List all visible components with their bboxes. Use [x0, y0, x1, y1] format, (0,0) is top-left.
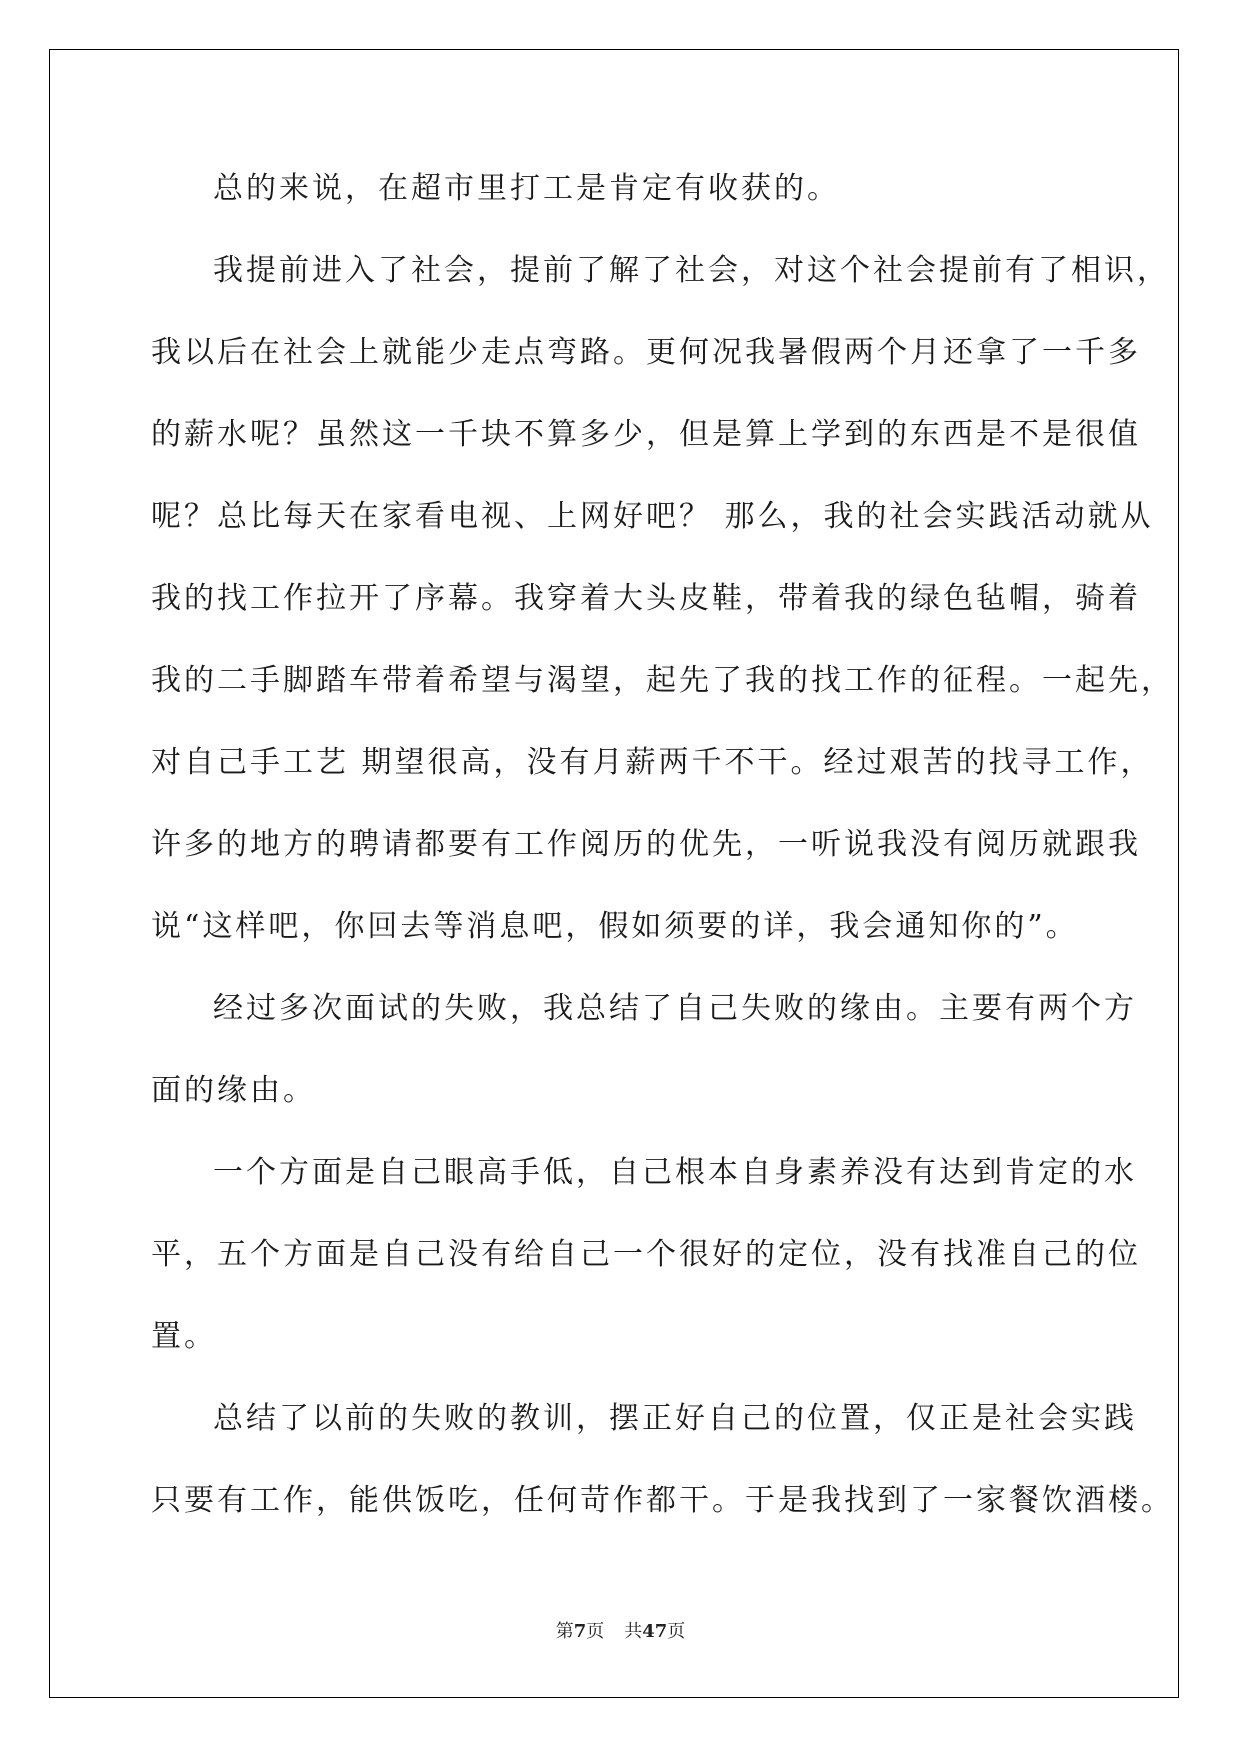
page-footer [0, 1620, 1241, 1644]
text-line: 的薪水呢？虽然这一千块不算多少，但是算上学到的东西是不是很值 [151, 417, 1141, 452]
text-line: 对自己手工艺 期望很高，没有月薪两千不干。经过艰苦的找寻工作， [151, 745, 1154, 780]
page-prefix: 第 [555, 1621, 574, 1642]
page-number: 7 [573, 1621, 587, 1642]
page-suffix: 页 [586, 1621, 605, 1642]
text-line: 总结了以前的失败的教训，摆正好自己的位置，仅正是社会实践 [213, 1401, 1137, 1436]
text-line: 我以后在社会上就能少走点弯路。更何况我暑假两个月还拿了一千多 [151, 335, 1141, 370]
text-line: 我的找工作拉开了序幕。我穿着大头皮鞋，带着我的绿色毡帽，骑着 [151, 581, 1141, 616]
text-line: 许多的地方的聘请都要有工作阅历的优先，一听说我没有阅历就跟我 [151, 827, 1141, 862]
total-prefix: 共 [624, 1621, 643, 1642]
text-line: 我的二手脚踏车带着希望与渴望，起先了我的找工作的征程。一起先， [151, 663, 1174, 698]
text-line: 置。 [151, 1319, 217, 1354]
text-line: 总的来说，在超市里打工是肯定有收获的。 [213, 171, 840, 206]
text-line: 只要有工作，能供饭吃，任何苛作都干。于是我找到了一家餐饮酒楼。 [151, 1483, 1174, 1518]
text-line: 面的缘由。 [151, 1073, 316, 1108]
total-pages: 47 [642, 1621, 668, 1642]
text-line: 说“这样吧，你回去等消息吧，假如须要的详，我会通知你的”。 [151, 909, 1079, 944]
text-line: 我提前进入了社会，提前了解了社会，对这个社会提前有了相识， [213, 253, 1170, 288]
text-line: 经过多次面试的失败，我总结了自己失败的缘由。主要有两个方 [213, 991, 1137, 1026]
text-line: 平，五个方面是自己没有给自己一个很好的定位，没有找准自己的位 [151, 1237, 1141, 1272]
document-body [151, 161, 1174, 1555]
total-suffix: 页 [667, 1621, 686, 1642]
text-line: 呢？总比每天在家看电视、上网好吧？ 那么，我的社会实践活动就从 [151, 499, 1154, 534]
text-line: 一个方面是自己眼高手低，自己根本自身素养没有达到肯定的水 [213, 1155, 1137, 1190]
